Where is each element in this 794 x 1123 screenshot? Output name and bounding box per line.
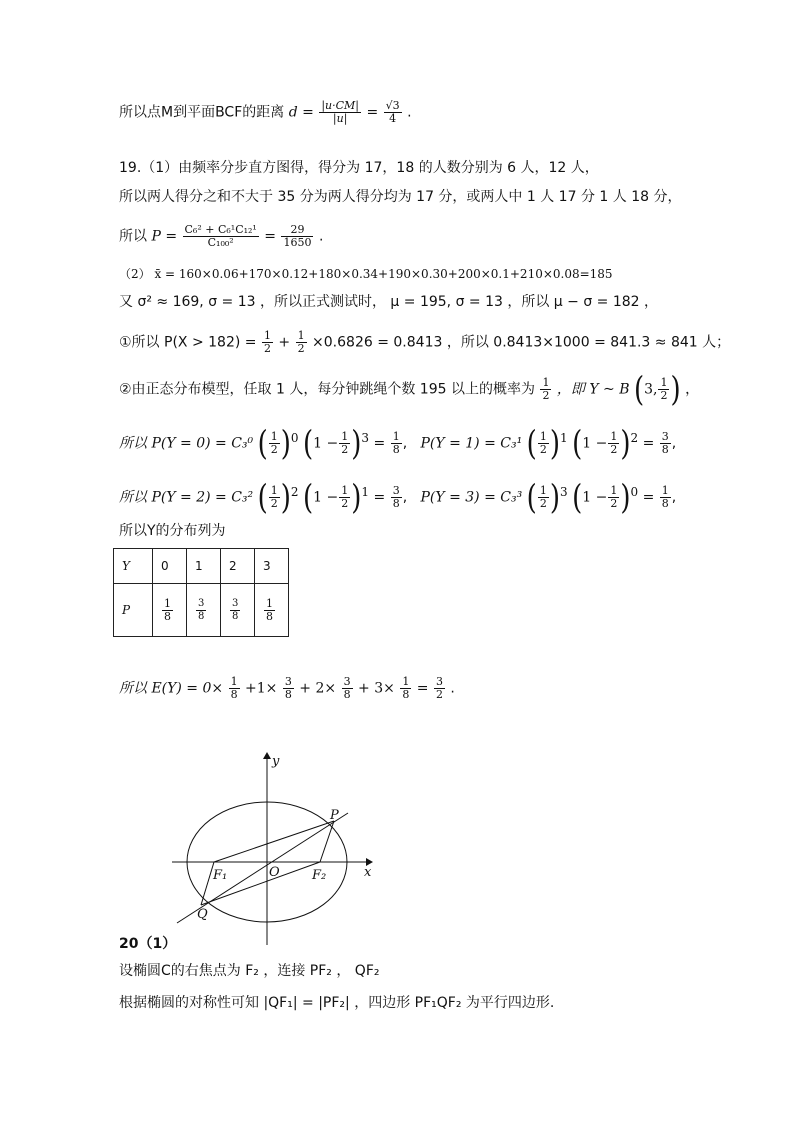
frac-num: 1 bbox=[297, 329, 305, 342]
one-minus: 1 − bbox=[313, 489, 339, 506]
p-numerator: C₆² + C₆¹C₁₂¹ bbox=[184, 223, 257, 236]
label-o: O bbox=[269, 865, 280, 880]
frac-num: 1 bbox=[341, 430, 349, 444]
period: . bbox=[450, 680, 455, 697]
half-fraction bbox=[262, 330, 273, 355]
frac-num: 1 bbox=[341, 484, 349, 498]
py0-result bbox=[391, 431, 402, 456]
table-row-label: P bbox=[114, 584, 153, 637]
frac-den: 2 bbox=[539, 497, 547, 511]
frac-num: 1 bbox=[610, 484, 618, 498]
segment-pf2 bbox=[320, 821, 334, 862]
left-paren: ( bbox=[633, 370, 645, 409]
frac-den: 8 bbox=[284, 688, 292, 701]
distance-fraction bbox=[319, 100, 361, 125]
right-paren: ) bbox=[280, 478, 291, 518]
frac-den: 2 bbox=[297, 342, 305, 355]
comma: ， bbox=[685, 381, 700, 398]
result-denominator: 4 bbox=[389, 112, 397, 125]
plus-sign: + bbox=[278, 334, 291, 351]
frac-num: 1 bbox=[266, 596, 273, 610]
q20-line2: 根据椭圆的对称性可知 |QF₁| = |PF₂| ，四边形 PF₁QF₂ 为平行四边形. bbox=[119, 995, 555, 1011]
p-result-numerator: 29 bbox=[281, 224, 313, 237]
table-header-cell: 0 bbox=[153, 549, 187, 584]
frac-num: 1 bbox=[392, 430, 400, 444]
binomial-n: 3, bbox=[644, 381, 658, 398]
ev-term bbox=[283, 676, 294, 701]
py0-lhs: 所以 P(Y = 0) = C₃⁰ bbox=[119, 435, 254, 452]
frac-num: 1 bbox=[270, 430, 278, 444]
half-fraction bbox=[538, 431, 549, 456]
period: . bbox=[318, 228, 324, 245]
ev-term bbox=[400, 676, 411, 701]
circle2-text: ②由正态分布模型，任取 1 人，每分钟跳绳个数 195 以上的概率为 bbox=[119, 381, 535, 398]
frac-num: 3 bbox=[343, 675, 351, 688]
frac-den: 8 bbox=[266, 609, 273, 623]
table-cell bbox=[153, 584, 187, 637]
left-paren: ( bbox=[526, 478, 537, 518]
frac-den: 8 bbox=[343, 688, 351, 701]
right-paren: ) bbox=[351, 478, 362, 518]
right-paren: ) bbox=[620, 424, 631, 464]
p-result bbox=[281, 224, 313, 249]
distribution-table bbox=[113, 548, 289, 637]
frac-num: 3 bbox=[198, 597, 205, 609]
q19-part1-line2: 所以两人得分之和不大于 35 分为两人得分均为 17 分，或两人中 1 人 17 分 1 人 18 分， bbox=[119, 189, 682, 205]
label-y: y bbox=[272, 754, 280, 769]
circle1-prefix: ①所以 P(X > 182) = bbox=[119, 334, 257, 351]
frac-den: 2 bbox=[270, 497, 278, 511]
frac-den: 2 bbox=[539, 443, 547, 457]
frac-den: 2 bbox=[660, 389, 668, 402]
right-paren: ) bbox=[620, 478, 631, 518]
q19-py01-line: 所以 P(Y = 0) = C₃⁰ ( $\frac{1}{2}$ )$^0$ (1 − $\frac{1}{2}$ )$^3$ = $\frac{1}{8}$ , P(Y = 1) = C₃¹ ( $\frac{1}{2}$ )$^1$ (1 − $\frac{1}{2}$ )$^2$ = $\frac{3}{8}$ , bbox=[119, 424, 677, 464]
table-cell bbox=[187, 584, 221, 637]
left-paren: ( bbox=[303, 478, 314, 518]
left-paren: ( bbox=[572, 424, 583, 464]
frac-num: 3 bbox=[284, 675, 292, 688]
py3-lhs: P(Y = 3) = C₃³ bbox=[420, 489, 523, 506]
ev-op: +1× bbox=[245, 680, 278, 697]
exponent: 1 bbox=[559, 431, 568, 445]
one-minus: 1 − bbox=[313, 435, 339, 452]
right-paren: ) bbox=[549, 478, 560, 518]
left-paren: ( bbox=[303, 424, 314, 464]
label-q: Q bbox=[197, 907, 208, 922]
table-header-cell: 2 bbox=[221, 549, 255, 584]
dist-caption: 所以Y的分布列为 bbox=[119, 523, 226, 539]
py1-result bbox=[660, 431, 671, 456]
frac-den: 2 bbox=[341, 443, 349, 457]
q19-expected-line bbox=[119, 676, 455, 701]
q19-probability-line bbox=[119, 224, 323, 249]
result-numerator: √3 bbox=[385, 99, 400, 112]
frac-num: 3 bbox=[392, 484, 400, 498]
frac-den: 8 bbox=[661, 443, 669, 457]
label-x: x bbox=[364, 865, 372, 880]
half-fraction bbox=[658, 377, 669, 402]
ev-term bbox=[342, 676, 353, 701]
frac-den: 8 bbox=[164, 609, 171, 623]
table-header-row bbox=[114, 549, 289, 584]
distance-numerator: |u·CM| bbox=[321, 99, 360, 112]
table-header-cell: 1 bbox=[187, 549, 221, 584]
equals-sign: = bbox=[264, 228, 277, 245]
py1-lhs: P(Y = 1) = C₃¹ bbox=[420, 435, 523, 452]
py2-lhs: 所以 P(Y = 2) = C₃² bbox=[119, 489, 254, 506]
ev-op: = bbox=[416, 680, 429, 697]
exponent: 2 bbox=[630, 431, 639, 445]
label-f2: F₂ bbox=[312, 868, 327, 883]
distance-text: 所以点M到平面BCF的距离 bbox=[119, 104, 285, 121]
frac-num: 3 bbox=[232, 597, 239, 609]
half-fraction bbox=[269, 485, 280, 510]
distance-lhs: d = bbox=[288, 104, 314, 121]
table-header-cell: Y bbox=[114, 549, 153, 584]
frac-num: 1 bbox=[263, 329, 271, 342]
left-paren: ( bbox=[257, 478, 268, 518]
frac-den: 2 bbox=[263, 342, 271, 355]
frac-den: 2 bbox=[610, 497, 618, 511]
one-minus: 1 − bbox=[582, 489, 608, 506]
frac-num: 1 bbox=[270, 484, 278, 498]
frac-den: 2 bbox=[341, 497, 349, 511]
p-prefix: 所以 bbox=[119, 228, 147, 245]
segment-f1p bbox=[214, 821, 334, 862]
label-p: P bbox=[330, 808, 339, 823]
exponent: 0 bbox=[630, 485, 639, 499]
half-fraction bbox=[269, 431, 280, 456]
q19-circle1-line bbox=[119, 330, 730, 355]
q19-circle2-line bbox=[119, 370, 700, 409]
frac-num: 3 bbox=[435, 675, 443, 688]
frac-den: 8 bbox=[392, 497, 400, 511]
p-lhs: P = bbox=[151, 228, 178, 245]
frac-num: 3 bbox=[661, 430, 669, 444]
equals-sign: = bbox=[366, 104, 379, 121]
py2-result bbox=[391, 485, 402, 510]
table-cell bbox=[255, 584, 289, 637]
q20-line1: 设椭圆C的右焦点为 F₂ ，连接 PF₂ ， QF₂ bbox=[119, 963, 380, 979]
ev-op: + 3× bbox=[358, 680, 395, 697]
frac-den: 8 bbox=[198, 610, 205, 622]
frac-den: 2 bbox=[435, 688, 443, 701]
half-fraction bbox=[296, 330, 307, 355]
frac-den: 8 bbox=[661, 497, 669, 511]
ev-op: + 2× bbox=[299, 680, 337, 697]
frac-num: 1 bbox=[542, 376, 550, 389]
half-fraction bbox=[608, 431, 619, 456]
frac-num: 1 bbox=[539, 484, 547, 498]
p-fraction bbox=[183, 224, 259, 249]
left-paren: ( bbox=[257, 424, 268, 464]
circle1-rest: ×0.6826 = 0.8413 ，所以 0.8413×1000 = 841.3 ≈ 841 人； bbox=[312, 334, 731, 351]
half-fraction bbox=[540, 377, 551, 402]
half-fraction bbox=[339, 485, 350, 510]
table-header-cell: 3 bbox=[255, 549, 289, 584]
one-minus: 1 − bbox=[582, 435, 608, 452]
p-result-denominator: 1650 bbox=[283, 236, 312, 249]
distance-result bbox=[384, 100, 402, 125]
half-fraction bbox=[608, 485, 619, 510]
left-paren: ( bbox=[526, 424, 537, 464]
frac-den: 8 bbox=[232, 610, 239, 622]
q19-sigma-line: 又 σ² ≈ 169, σ = 13 ，所以正式测试时， μ = 195, σ = 13 ，所以 μ − σ = 182 ， bbox=[119, 294, 658, 310]
binomial-label: ，即 Y ~ B bbox=[556, 381, 630, 398]
frac-den: 8 bbox=[392, 443, 400, 457]
table-cell bbox=[221, 584, 255, 637]
ev-result bbox=[434, 676, 445, 701]
frac-num: 1 bbox=[660, 376, 668, 389]
period: . bbox=[407, 104, 412, 121]
distance-denominator: |u| bbox=[332, 112, 348, 125]
right-paren: ) bbox=[549, 424, 560, 464]
q19-part1-line1: 19.（1）由频率分步直方图得，得分为 17，18 的人数分别为 6 人，12 人， bbox=[119, 160, 599, 176]
ellipse-figure bbox=[150, 745, 390, 950]
q19-mean-line: （2） x̄ = 160×0.06+170×0.12+180×0.34+190×0.30+200×0.1+210×0.08=185 bbox=[119, 267, 613, 281]
right-paren: ) bbox=[280, 424, 291, 464]
label-f1: F₁ bbox=[213, 868, 228, 883]
exponent: 3 bbox=[361, 431, 370, 445]
q19-py23-line: 所以 P(Y = 2) = C₃² ( $\frac{1}{2}$ )$^2$ (1 − $\frac{1}{2}$ )$^1$ = $\frac{3}{8}$ , P(Y = 3) = C₃³ ( $\frac{1}{2}$ )$^3$ (1 − $\frac{1}{2}$ )$^0$ = $\frac{1}{8}$ , bbox=[119, 478, 677, 518]
frac-num: 1 bbox=[610, 430, 618, 444]
right-paren: ) bbox=[670, 370, 681, 409]
exponent: 1 bbox=[361, 485, 370, 499]
p-denominator: C₁₀₀² bbox=[207, 236, 234, 249]
py3-result bbox=[660, 485, 671, 510]
ev-term bbox=[229, 676, 240, 701]
frac-num: 1 bbox=[230, 675, 238, 688]
frac-den: 2 bbox=[542, 389, 550, 402]
frac-den: 2 bbox=[610, 443, 618, 457]
table-row bbox=[114, 584, 289, 637]
distance-line bbox=[119, 100, 412, 125]
exponent: 3 bbox=[559, 485, 568, 499]
exponent: 0 bbox=[290, 431, 299, 445]
frac-den: 8 bbox=[230, 688, 238, 701]
frac-num: 1 bbox=[539, 430, 547, 444]
half-fraction bbox=[339, 431, 350, 456]
frac-den: 2 bbox=[270, 443, 278, 457]
exponent: 2 bbox=[290, 485, 299, 499]
right-paren: ) bbox=[351, 424, 362, 464]
frac-num: 1 bbox=[402, 675, 410, 688]
frac-num: 1 bbox=[164, 596, 171, 610]
ev-prefix: 所以 E(Y) = 0× bbox=[119, 680, 224, 697]
frac-num: 1 bbox=[661, 484, 669, 498]
q20-heading: 20（1） bbox=[119, 936, 177, 952]
frac-den: 8 bbox=[402, 688, 410, 701]
half-fraction bbox=[538, 485, 549, 510]
left-paren: ( bbox=[572, 478, 583, 518]
